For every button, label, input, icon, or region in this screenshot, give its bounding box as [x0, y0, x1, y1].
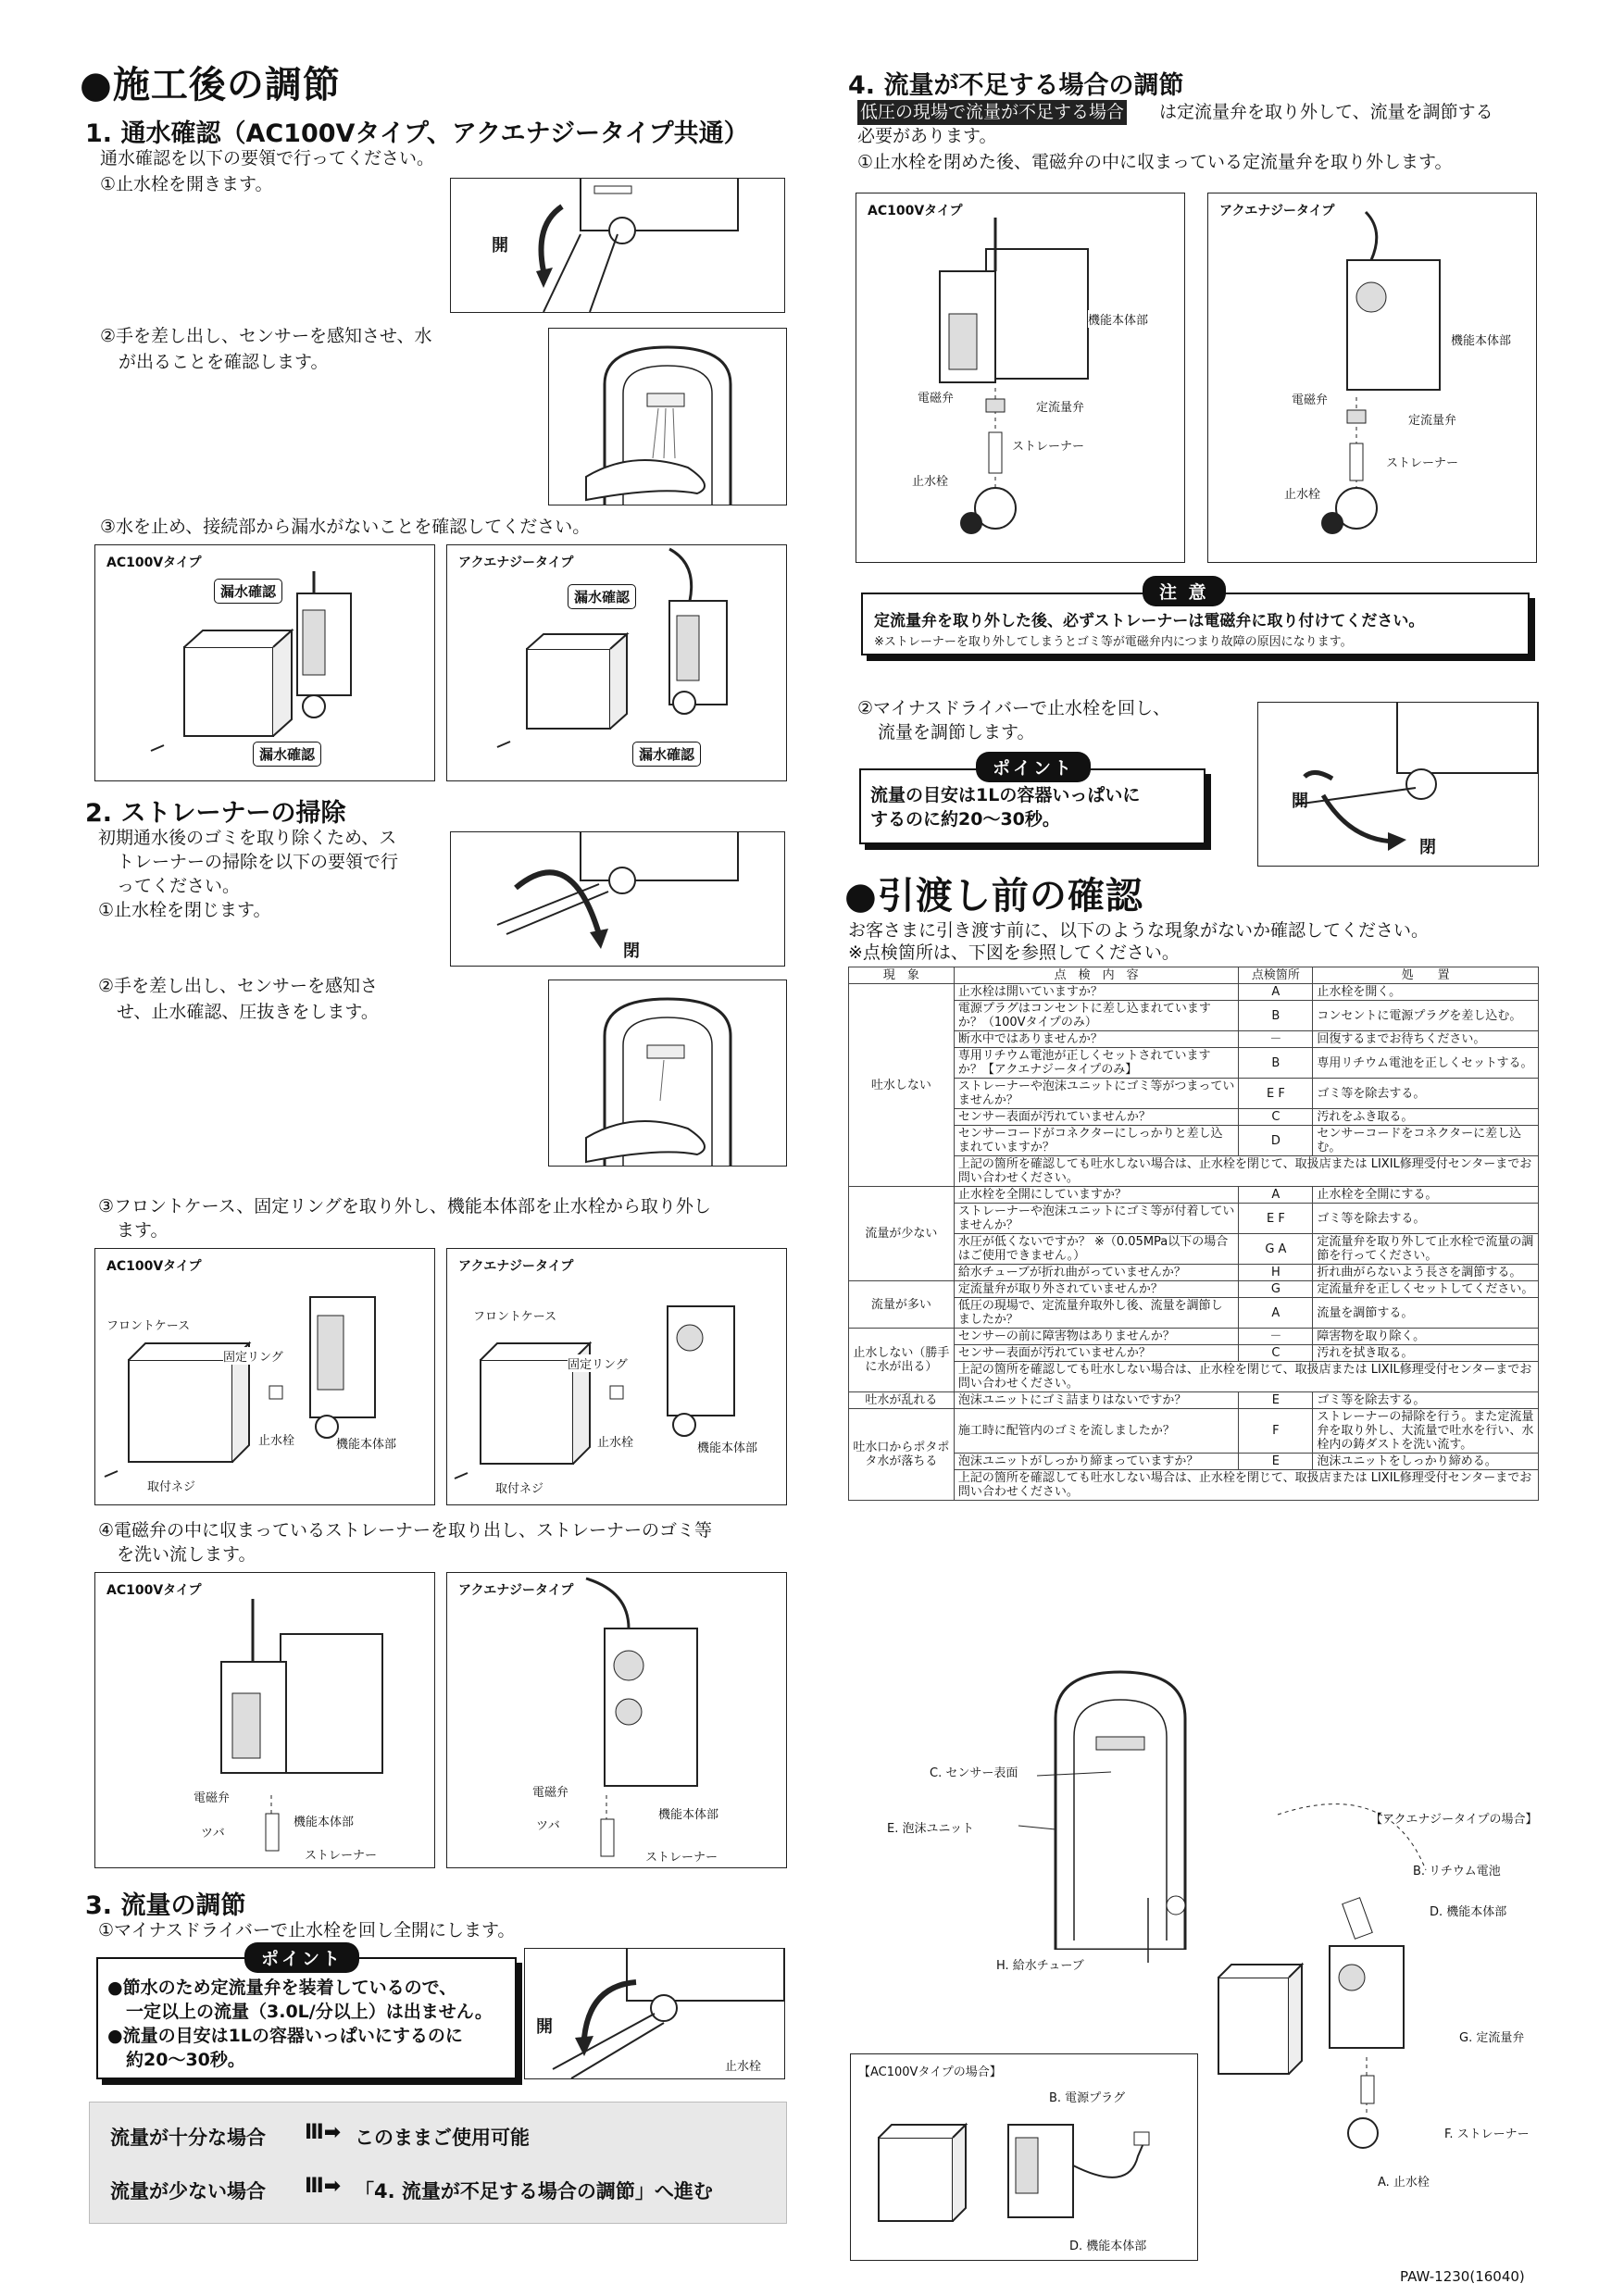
check-cell: センサーコードがコネクターにしっかりと差し込まれていますか？	[954, 1126, 1239, 1156]
fig-label-ac-4: AC100Vタイプ	[868, 204, 963, 218]
leak-check-label-2: 漏水確認	[253, 742, 321, 767]
check-cell: 電源プラグはコンセントに差し込まれていますか？（100Vタイプのみ）	[954, 1001, 1239, 1031]
low-result: 「4. 流量が不足する場合の調節」へ進む	[355, 2180, 713, 2202]
header-location: 点検箇所	[1239, 967, 1313, 984]
table-row	[849, 1409, 1539, 1454]
aq-unit-illustration	[1311, 1881, 1413, 2159]
location-cell: E	[1239, 1454, 1313, 1470]
location-cell: A	[1239, 984, 1313, 1001]
diag-b-plug: B. 電源プラグ	[1049, 2091, 1126, 2105]
check-cell: ストレーナーや泡沫ユニットにゴミ等がつまっていませんか？	[954, 1079, 1239, 1109]
note-cell: 上記の箇所を確認しても吐水しない場合は、止水栓を閉じて、取扱店または LIXIL修理受付センターまでお問い合わせください。	[954, 1156, 1538, 1187]
location-cell: －	[1239, 1031, 1313, 1048]
adjust-valve-illustration	[1258, 703, 1538, 866]
s2-step4a: ④電磁弁の中に収まっているストレーナーを取り出し、ストレーナーのゴミ等	[98, 1520, 713, 1541]
s1-title: 1. 通水確認（AC100Vタイプ、アクエナジータイプ共通）	[85, 119, 749, 148]
s2-step4b: を洗い流します。	[117, 1544, 256, 1565]
action-cell: 止水栓を全開にする。	[1313, 1187, 1539, 1204]
label-front-case: フロントケース	[106, 1316, 190, 1333]
check-cell: 給水チューブが折れ曲がっていませんか？	[954, 1265, 1239, 1281]
location-cell: D	[1239, 1126, 1313, 1156]
check-cell: 止水栓を全開にしていますか？	[954, 1187, 1239, 1204]
action-cell: 専用リチウム電池を正しくセットする。	[1313, 1048, 1539, 1079]
diag-c-label: C. センサー表面	[930, 1766, 1018, 1780]
enough-result: このままご使用可能	[355, 2127, 530, 2149]
location-cell: G A	[1239, 1234, 1313, 1265]
s4-rest2: 必要があります。	[857, 126, 997, 146]
s4-step2b: 流量を調節します。	[878, 722, 1035, 742]
location-cell: C	[1239, 1345, 1313, 1362]
action-cell: ゴミ等を除去する。	[1313, 1204, 1539, 1234]
location-cell: －	[1239, 1329, 1313, 1345]
s2-intro2: トレーナーの掃除を以下の要領で行	[117, 852, 399, 872]
label-strainer: ストレーナー	[305, 1845, 377, 1863]
s4-step1: ①止水栓を閉めた後、電磁弁の中に収まっている定流量弁を取り外します。	[857, 152, 1453, 172]
figure-adjust-valve	[1257, 702, 1539, 867]
point-tag-s4: ポイント	[976, 752, 1091, 782]
table-row	[849, 984, 1539, 1001]
label-stop-valve-2: 止水栓	[597, 1432, 633, 1450]
diag-f: F. ストレーナー	[1444, 2128, 1530, 2141]
s2-step2b: せ、止水確認、圧抜きをします。	[117, 1002, 379, 1022]
diag-ac-case: 【AC100Vタイプの場合】	[858, 2065, 1002, 2079]
figure-remove-ac	[94, 1248, 435, 1505]
s1-step3: ③水を止め、接続部から漏水がないことを確認してください。	[100, 517, 591, 537]
figure-strainer-aq	[446, 1572, 787, 1868]
label-screw: 取付ネジ	[147, 1477, 195, 1494]
action-cell: ゴミ等を除去する。	[1313, 1392, 1539, 1409]
cfv-ac-illustration	[856, 193, 1184, 562]
leak-check-label-1: 漏水確認	[214, 579, 282, 604]
location-cell: E	[1239, 1392, 1313, 1409]
location-cell: F	[1239, 1409, 1313, 1454]
check-table	[848, 967, 1539, 1501]
point-box-s3	[96, 1957, 517, 2079]
s4-title: 4. 流量が不足する場合の調節	[848, 71, 1184, 100]
action-cell: 障害物を取り除く。	[1313, 1329, 1539, 1345]
action-cell: 回復するまでお待ちください。	[1313, 1031, 1539, 1048]
label-cfv-2: 定流量弁	[1408, 410, 1456, 428]
s1-step2b: が出ることを確認します。	[119, 352, 329, 372]
label-body: 機能本体部	[336, 1434, 396, 1452]
location-cell: C	[1239, 1109, 1313, 1126]
leak-check-label-4: 漏水確認	[632, 742, 701, 767]
arrow-right-icon: Ⅲ➡	[305, 2121, 342, 2144]
fig-label-ac-2: AC100Vタイプ	[106, 1259, 202, 1274]
symptom-cell: 止水しない（勝手に水が出る）	[849, 1329, 955, 1392]
location-cell: E F	[1239, 1204, 1313, 1234]
leak-aq-illustration	[447, 545, 786, 780]
s3-p2a: ●流量の目安は1Lの容器いっぱいにするのに	[107, 2026, 463, 2046]
arrow-right-icon-2: Ⅲ➡	[305, 2175, 342, 2198]
strainer-ac-illustration	[95, 1573, 434, 1867]
location-cell: A	[1239, 1187, 1313, 1204]
action-cell: センサーコードをコネクターに差し込む。	[1313, 1126, 1539, 1156]
open-label-s4: 開	[1292, 792, 1308, 811]
label-front-case-2: フロントケース	[473, 1306, 556, 1324]
figure-open-valve-s3	[524, 1948, 785, 2079]
check-cell: 水圧が低くないですか？ ※（0.05MPa以下の場合はご使用できません。）	[954, 1234, 1239, 1265]
cfv-aq-illustration	[1208, 193, 1536, 562]
figure-hand-sensor-1	[548, 328, 787, 505]
check-cell: 止水栓は開いていますか？	[954, 984, 1239, 1001]
label-strainer-4: ストレーナー	[1386, 453, 1458, 470]
table-row	[849, 1329, 1539, 1345]
s4-pt1: 流量の目安は1Lの容器いっぱいに	[870, 785, 1141, 805]
label-body-6: 機能本体部	[1451, 331, 1511, 348]
open-label-s3: 開	[536, 2017, 553, 2037]
check-cell: 定流量弁が取り外されていませんか？	[954, 1281, 1239, 1298]
strainer-aq-illustration	[447, 1573, 786, 1867]
check-cell: センサー表面が汚れていませんか？	[954, 1109, 1239, 1126]
s1-intro: 通水確認を以下の要領で行ってください。	[100, 148, 435, 168]
check-intro2: ※点検箇所は、下図を参照してください。	[848, 942, 1180, 963]
check-cell: 泡沫ユニットがしっかり締まっていますか？	[954, 1454, 1239, 1470]
low-label: 流量が少ない場合	[110, 2180, 266, 2202]
check-cell: 専用リチウム電池が正しくセットされていますか？【アクエナジータイプのみ】	[954, 1048, 1239, 1079]
s4-step2a: ②マイナスドライバーで止水栓を回し、	[857, 698, 1170, 718]
diag-g: G. 定流量弁	[1459, 2031, 1525, 2045]
location-cell: B	[1239, 1048, 1313, 1079]
table-row	[849, 1187, 1539, 1204]
doc-code: PAW-1230(16040)	[1400, 2268, 1525, 2285]
s2-step2a: ②手を差し出し、センサーを感知さ	[98, 976, 379, 996]
symptom-cell: 吐水しない	[849, 984, 955, 1187]
label-stop-valve-s3: 止水栓	[725, 2056, 761, 2074]
header-action: 処 置	[1313, 967, 1539, 984]
figure-hand-sensor-2	[548, 980, 787, 1167]
symptom-cell: 流量が少ない	[849, 1187, 955, 1281]
label-strainer-3: ストレーナー	[1012, 436, 1084, 454]
label-body-4: 機能本体部	[658, 1804, 718, 1822]
s2-step3a: ③フロントケース、固定リングを取り外し、機能本体部を止水栓から取り外し	[98, 1196, 711, 1217]
fig-label-aq-3: アクエナジータイプ	[458, 1583, 574, 1598]
figure-remove-aq	[446, 1248, 787, 1505]
section-title-after-install: ●施工後の調節	[80, 64, 341, 106]
label-tsuba-2: ツバ	[536, 1816, 560, 1833]
label-strainer-2: ストレーナー	[645, 1847, 718, 1865]
check-cell: 泡沫ユニットにゴミ詰まりはないですか？	[954, 1392, 1239, 1409]
s2-step3b: ます。	[117, 1220, 169, 1241]
flow-result-box	[89, 2102, 787, 2224]
location-cell: E F	[1239, 1079, 1313, 1109]
check-cell: センサー表面が汚れていませんか？	[954, 1345, 1239, 1362]
action-cell: 止水栓を開く。	[1313, 984, 1539, 1001]
hand-sensor-illustration-2	[549, 980, 786, 1166]
section-title-check: ●引渡し前の確認	[844, 875, 1143, 917]
diag-e-label: E. 泡沫ユニット	[887, 1822, 974, 1836]
s3-p1b: 一定以上の流量（3.0L/分以上）は出ません。	[126, 2002, 493, 2022]
s2-step1: ①止水栓を閉じます。	[98, 900, 271, 920]
action-cell: 流量を調節する。	[1313, 1298, 1539, 1329]
header-check: 点 検 内 容	[954, 967, 1239, 984]
label-fix-ring: 固定リング	[223, 1347, 283, 1365]
caution-line2: ※ストレーナーを取り外してしまうとゴミ等が電磁弁内につまり故障の原因になります。	[874, 635, 1353, 649]
action-cell: 汚れを拭き取る。	[1313, 1345, 1539, 1362]
table-row	[849, 1392, 1539, 1409]
close-label: 閉	[623, 942, 640, 961]
caution-line1: 定流量弁を取り外した後、必ずストレーナーは電磁弁に取り付けてください。	[874, 612, 1425, 630]
action-cell: 汚れをふき取る。	[1313, 1109, 1539, 1126]
location-cell: B	[1239, 1001, 1313, 1031]
action-cell: ストレーナーの掃除を行う。また定流量弁を取り外し、大流量で吐水を行い、水栓内の鋳ダストを洗い流す。	[1313, 1409, 1539, 1454]
note-cell: 上記の箇所を確認しても吐水しない場合は、止水栓を閉じて、取扱店または LIXIL修理受付センターまでお問い合わせください。	[954, 1470, 1538, 1501]
remove-aq-illustration	[447, 1249, 786, 1504]
diag-h-label: H. 給水チューブ	[996, 1959, 1084, 1973]
s2-intro3: ってください。	[117, 876, 241, 896]
fig-label-ac-3: AC100Vタイプ	[106, 1583, 202, 1598]
label-stop-valve: 止水栓	[258, 1430, 294, 1448]
fig-label-aq-2: アクエナジータイプ	[458, 1259, 574, 1274]
close-valve-illustration	[451, 832, 784, 966]
diag-a: A. 止水栓	[1378, 2176, 1430, 2190]
diag-b-batt: B. リチウム電池	[1413, 1865, 1501, 1878]
s3-p1a: ●節水のため定流量弁を装着しているので、	[107, 1978, 457, 1998]
check-cell: 施工時に配管内のゴミを流しましたか？	[954, 1409, 1239, 1454]
check-cell: ストレーナーや泡沫ユニットにゴミ等が付着していませんか？	[954, 1204, 1239, 1234]
table-row	[849, 1281, 1539, 1298]
label-body-2: 機能本体部	[697, 1438, 757, 1455]
s4-pt2: するのに約20〜30秒。	[870, 809, 1060, 830]
s3-title: 3. 流量の調節	[85, 1891, 246, 1920]
ac-inset-illustration	[851, 2054, 1197, 2260]
s4-highlight: 低圧の現場で流量が不足する場合	[857, 100, 1127, 125]
s3-step1: ①マイナスドライバーで止水栓を回し全開にします。	[98, 1920, 516, 1940]
fig-label-aq-4: アクエナジータイプ	[1219, 204, 1335, 218]
symptom-cell: 吐水が乱れる	[849, 1392, 955, 1409]
label-body-3: 機能本体部	[294, 1812, 354, 1829]
s4-rest1: は定流量弁を取り外して、流量を調節する	[1159, 102, 1493, 122]
symptom-cell: 吐水口からポタポタ水が落ちる	[849, 1409, 955, 1501]
action-cell: ゴミ等を除去する。	[1313, 1079, 1539, 1109]
figure-leak-ac	[94, 544, 435, 781]
action-cell: 定流量弁を取り外して止水栓で流量の調節を行ってください。	[1313, 1234, 1539, 1265]
action-cell: 定流量弁を正しくセットしてください。	[1313, 1281, 1539, 1298]
label-tsuba: ツバ	[201, 1823, 225, 1841]
table-header-row	[849, 967, 1539, 984]
symptom-cell: 流量が多い	[849, 1281, 955, 1329]
label-solenoid-2: 電磁弁	[532, 1782, 568, 1800]
label-stop-valve-3: 止水栓	[912, 471, 948, 489]
figure-ac-inset	[850, 2053, 1198, 2261]
check-cell: 断水中ではありませんか？	[954, 1031, 1239, 1048]
action-cell: 泡沫ユニットをしっかり締める。	[1313, 1454, 1539, 1470]
figure-cfv-ac	[856, 193, 1185, 563]
figure-open-valve	[450, 178, 785, 313]
diag-d-body2: D. 機能本体部	[1069, 2240, 1147, 2253]
fig-label-aq: アクエナジータイプ	[458, 555, 574, 570]
label-cfv: 定流量弁	[1036, 397, 1084, 415]
fig-label-ac: AC100Vタイプ	[106, 555, 202, 570]
note-cell: 上記の箇所を確認しても吐水しない場合は、止水栓を閉じて、取扱店または LIXIL修理受付センターまでお問い合わせください。	[954, 1362, 1538, 1392]
case-illustration	[1213, 1959, 1305, 2079]
hand-sensor-illustration	[549, 329, 786, 505]
label-solenoid: 電磁弁	[194, 1788, 230, 1805]
diag-d-body: D. 機能本体部	[1430, 1905, 1507, 1919]
check-intro1: お客さまに引き渡す前に、以下のような現象がないか確認してください。	[848, 920, 1430, 941]
leak-check-label-3: 漏水確認	[568, 584, 636, 609]
label-solenoid-4: 電磁弁	[1292, 390, 1328, 407]
s1-step2a: ②手を差し出し、センサーを感知させ、水	[100, 326, 432, 346]
action-cell: コンセントに電源プラグを差し込む。	[1313, 1001, 1539, 1031]
figure-cfv-aq	[1207, 193, 1537, 563]
point-tag-s3: ポイント	[244, 1942, 359, 1973]
location-cell: H	[1239, 1265, 1313, 1281]
location-cell: A	[1239, 1298, 1313, 1329]
close-label-s4: 閉	[1419, 838, 1436, 857]
remove-ac-illustration	[95, 1249, 434, 1504]
diag-aq-case: 【アクエナジータイプの場合】	[1370, 1813, 1538, 1827]
s3-p2b: 約20〜30秒。	[126, 2050, 245, 2070]
header-symptom: 現 象	[849, 967, 955, 984]
label-fix-ring-2: 固定リング	[568, 1354, 628, 1372]
label-solenoid-3: 電磁弁	[918, 388, 954, 406]
enough-label: 流量が十分な場合	[110, 2127, 266, 2149]
figure-strainer-ac	[94, 1572, 435, 1868]
label-stop-valve-4: 止水栓	[1284, 484, 1320, 502]
figure-close-valve	[450, 831, 785, 967]
label-screw-2: 取付ネジ	[495, 1479, 543, 1496]
check-cell: 低圧の現場で、定流量弁取外し後、流量を調節しましたか？	[954, 1298, 1239, 1329]
label-body-5: 機能本体部	[1088, 310, 1148, 328]
s2-title: 2. ストレーナーの掃除	[85, 799, 346, 828]
check-cell: センサーの前に障害物はありませんか？	[954, 1329, 1239, 1345]
open-label: 開	[492, 236, 508, 256]
action-cell: 折れ曲がらないよう長さを調節する。	[1313, 1265, 1539, 1281]
caution-tag: 注 意	[1143, 576, 1226, 606]
location-cell: G	[1239, 1281, 1313, 1298]
figure-leak-aq	[446, 544, 787, 781]
s2-intro1: 初期通水後のゴミを取り除くため、ス	[98, 828, 397, 848]
s1-step1: ①止水栓を開きます。	[100, 174, 273, 194]
